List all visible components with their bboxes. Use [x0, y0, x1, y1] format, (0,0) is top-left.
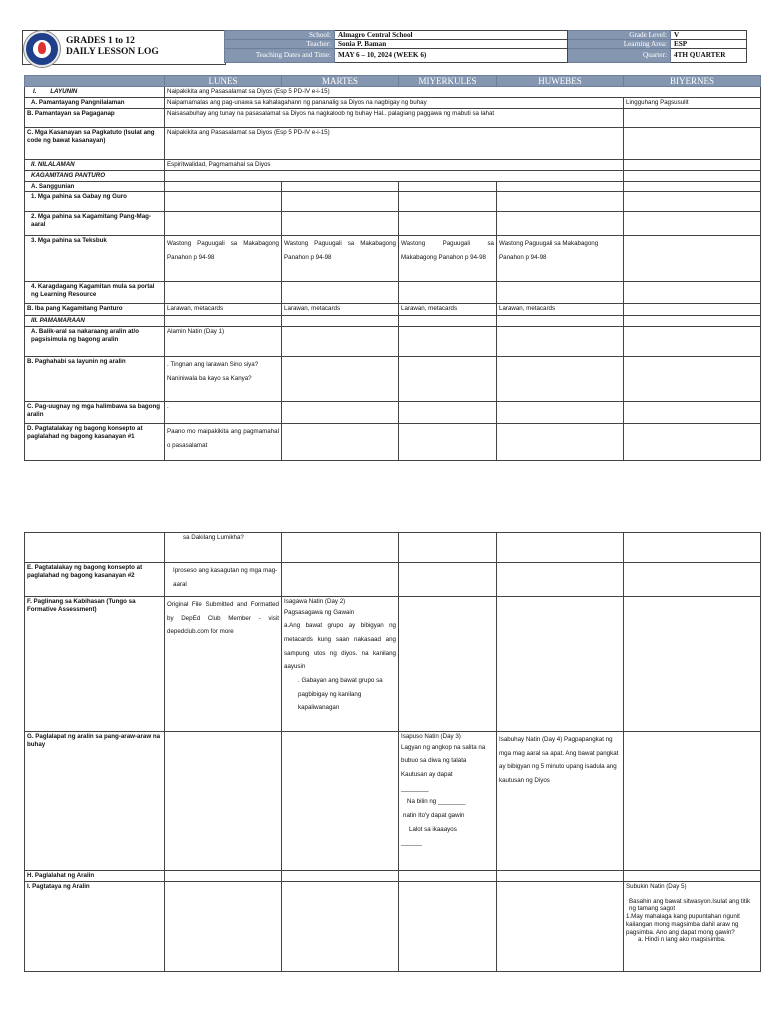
r4-thu [497, 282, 624, 304]
cont-tue [282, 533, 399, 563]
bk-wed: Larawan, metacards [399, 304, 497, 316]
row-pagtataya [25, 881, 761, 971]
grade-level-value: V [671, 31, 747, 40]
g-tue [282, 732, 399, 871]
r2-label: 2. Mga pahina sa Kagamitang Pang-Mag-aaral [25, 212, 165, 236]
school-label: School: [225, 31, 335, 40]
kagamitan-blank [165, 170, 624, 181]
i-mon [165, 881, 282, 971]
pd-fri [624, 424, 761, 461]
pam-fri [624, 316, 761, 327]
h-label: H. Paglalahat ng Aralin [25, 871, 165, 882]
row-paghahabi [25, 357, 761, 402]
e-wed [399, 563, 497, 597]
c-label: C. Mga Kasanayan sa Pagkatuto (Isulat ang code ng bawat kasanayan) [25, 127, 165, 159]
quarter-label: Quarter: [568, 49, 671, 63]
row-nilalaman [25, 159, 761, 170]
sanggunian-wed [399, 181, 497, 192]
r4-label: 4. Karagdagang Kagamitan mula sa portal ng Learning Resource [25, 282, 165, 304]
b-text: Naisasabuhay ang tunay na pasasalamat sa Diyos na nagkaloob ng buhay Hal.. palagiang paggawa ng mabuti sa lahat [165, 108, 624, 127]
pd-mon: Paano mo maipakikita ang pagmamahal o pasasalamat [165, 424, 282, 461]
row-kagamitan [25, 170, 761, 181]
nilalaman-text: Espiritwalidad, Pagmamahal sa Diyos [165, 159, 624, 170]
bk-mon: Larawan, metacards [165, 304, 282, 316]
g-label: G. Paglalapat ng aralin sa pang-araw-araw na buhay [25, 732, 165, 871]
f-tue-b: . Gabayan ang bawat grupo sa pagbibigay ng kanilang kapaliwanagan [298, 676, 383, 712]
g-fri [624, 732, 761, 871]
f-wed [399, 597, 497, 732]
e-fri [624, 563, 761, 597]
layunin-num: I. [33, 88, 37, 95]
pa-thu [497, 327, 624, 357]
e-label: E. Pagtatalakay ng bagong konsepto at paglalahad ng bagong kasanayan #2 [25, 563, 165, 597]
cont-wed [399, 533, 497, 563]
pc-fri [624, 402, 761, 424]
pb-mon: . Tingnan ang larawan Sino siya? Naniniwala ba kayo sa Kanya? [165, 357, 282, 402]
g-wed-blank1: ________ [401, 784, 429, 792]
pc-mon: . [165, 402, 282, 424]
h-mon [165, 871, 282, 882]
f-tue-a: a.Ang bawat grupo ay bibigyan ng metacards kung saan nakasaad ang sampung utos ng diyos. na kanilang aayusin [284, 622, 396, 671]
school-value: Almagro Central School [335, 31, 568, 40]
pa-label: A. Balik-aral sa nakaraang aralin at/o pagsisimula ng bagong aralin [25, 327, 165, 357]
pb-tue [282, 357, 399, 402]
nilalaman-friday [624, 159, 761, 170]
h-thu [497, 871, 624, 882]
c-friday [624, 127, 761, 159]
pb-wed [399, 357, 497, 402]
cont-mon: sa Dakilang Lumikha? [165, 533, 282, 563]
g-wed-line4: Lalot sa ikaaayos [409, 825, 457, 833]
layunin-title: LAYUNIN [50, 88, 78, 95]
i-fri-title: Subukin Natin (Day 5) [626, 882, 687, 890]
row-layunin [25, 87, 761, 98]
i-thu [497, 881, 624, 971]
i-fri [624, 881, 761, 971]
pa-wed [399, 327, 497, 357]
r4-wed [399, 282, 497, 304]
g-wed [399, 732, 497, 871]
row-continuation [25, 533, 761, 563]
c-text: Naipakikita ang Pasasalamat sa Diyos (Esp 5 PD-IV e-i-15) [165, 127, 624, 159]
f-fri [624, 597, 761, 732]
i-fri-instr: Basahin ang bawat sitwasyon.Isulat ang titik ng tamang sagot [629, 897, 751, 913]
i-label: I. Pagtataya ng Aralin [25, 881, 165, 971]
sanggunian-tue [282, 181, 399, 192]
pa-tue [282, 327, 399, 357]
row-paglinang [25, 597, 761, 732]
row-pamantayan-pagaganap [25, 108, 761, 127]
row-pagtatalakay-1 [25, 424, 761, 461]
cont-fri [624, 533, 761, 563]
r3-wed: Wastong Paguugali sa Makabagong Panahon p 94-98 [399, 236, 497, 282]
e-mon: Iproseso ang kasagutan ng mga mag-aaral [165, 563, 282, 597]
sanggunian-thu [497, 181, 624, 192]
teacher-label: Teacher: [225, 40, 335, 49]
header-info-table [224, 30, 747, 63]
r3-thu: Wastong Paguugali sa Makabagong Panahon p 94-98 [497, 236, 624, 282]
row-teksbuk [25, 236, 761, 282]
deped-seal-icon [24, 31, 60, 67]
header-row-teacher [225, 40, 747, 49]
pc-label: C. Pag-uugnay ng mga halimbawa sa bagong aralin [25, 402, 165, 424]
row-iba-pang-kagamitan [25, 304, 761, 316]
day-martes: MARTES [282, 76, 399, 87]
day-lunes: LUNES [165, 76, 282, 87]
e-tue [282, 563, 399, 597]
f-tue-title: Isagawa Natin (Day 2) [284, 598, 346, 605]
f-tue [282, 597, 399, 732]
teacher-value: Sonia P. Baman [335, 40, 568, 49]
lesson-table-page1 [24, 75, 761, 461]
day-biyernes: BIYERNES [624, 76, 761, 87]
day-huwebes: HUWEBES [497, 76, 624, 87]
learning-area-value: ESP [671, 40, 747, 49]
kagamitan-label: KAGAMITANG PANTURO [25, 170, 165, 181]
day-header-blank [25, 76, 165, 87]
r1-mon [165, 192, 282, 212]
h-fri [624, 871, 761, 882]
r1-tue [282, 192, 399, 212]
kagamitan-friday [624, 170, 761, 181]
layunin-text: Naipakikita ang Pasasalamat sa Diyos (Esp 5 PD-IV e-i-15) [165, 87, 761, 98]
h-wed [399, 871, 497, 882]
cont-label [25, 533, 165, 563]
layunin-label [25, 87, 165, 98]
row-pamamaraan [25, 316, 761, 327]
row-sanggunian [25, 181, 761, 192]
g-wed-line2: Na bilin ng ________ [407, 798, 466, 806]
r3-fri [624, 236, 761, 282]
r4-tue [282, 282, 399, 304]
pc-wed [399, 402, 497, 424]
pd-tue [282, 424, 399, 461]
r2-thu [497, 212, 624, 236]
bk-thu: Larawan, metacards [497, 304, 624, 316]
row-kagamitang-mag-aaral [25, 212, 761, 236]
pam-thu [497, 316, 624, 327]
row-gabay-guro [25, 192, 761, 212]
pam-mon [165, 316, 282, 327]
row-paglalapat [25, 732, 761, 871]
bk-fri [624, 304, 761, 316]
doc-title-line1: GRADES 1 to 12 [66, 36, 135, 46]
pb-fri [624, 357, 761, 402]
pb-thu [497, 357, 624, 402]
pamamaraan-label: III. PAMAMARAAN [25, 316, 165, 327]
header-row-school [225, 31, 747, 40]
g-wed-title: Isapuso Natin (Day 3) [401, 733, 461, 740]
row-balik-aral [25, 327, 761, 357]
r4-mon [165, 282, 282, 304]
g-wed-blank2: ______ [401, 839, 422, 847]
r4-fri [624, 282, 761, 304]
g-wed-line3: natin Ito'y dapat gawin [403, 811, 465, 819]
bk-label: B. Iba pang Kagamitang Panturo [25, 304, 165, 316]
r1-label: 1. Mga pahina sa Gabay ng Guro [25, 192, 165, 212]
r3-tue: Wastong Paguugali sa Makabagong Panahon p 94-98 [282, 236, 399, 282]
pb-label: B. Paghahabi sa layunin ng aralin [25, 357, 165, 402]
nilalaman-label: II. NILALAMAN [25, 159, 165, 170]
g-mon [165, 732, 282, 871]
r2-wed [399, 212, 497, 236]
pa-fri [624, 327, 761, 357]
day-header-row [25, 76, 761, 87]
r2-mon [165, 212, 282, 236]
row-pagtatalakay-2 [25, 563, 761, 597]
b-friday [624, 108, 761, 127]
header-row-dates [225, 49, 747, 63]
f-label: F. Paglinang sa Kabihasan (Tungo sa Formative Assessment) [25, 597, 165, 732]
row-paglalahat [25, 871, 761, 882]
sanggunian-label: A. Sanggunian [25, 181, 165, 192]
f-mon: Original File Submitted and Formatted by DepEd Club Member - visit depedclub.com for more [165, 597, 282, 732]
quarter-value: 4TH QUARTER [671, 49, 747, 63]
pc-thu [497, 402, 624, 424]
i-fri-q1: 1.May mahalaga kang pupuntahan ngunit kailangan mong magsimba dahil araw ng pagsimba. Ano ang dapat mong gawin? [626, 913, 740, 936]
dates-value: MAY 6 – 10, 2024 (WEEK 6) [335, 49, 568, 63]
doc-title-line2: DAILY LESSON LOG [66, 47, 159, 57]
row-pamantayang-pangnilalaman [25, 98, 761, 109]
lesson-table-page2 [24, 532, 761, 972]
dates-label: Teaching Dates and Time: [225, 49, 335, 63]
a-friday: Lingguhang Pagsusulit [624, 98, 761, 109]
i-fri-q1a: a. Hindi n lang ako magsisimba. [638, 936, 726, 944]
row-kasanayan [25, 127, 761, 159]
grade-level-label: Grade Level: [568, 31, 671, 40]
r1-fri [624, 192, 761, 212]
r2-fri [624, 212, 761, 236]
day-miyerkules: MIYERKULES [399, 76, 497, 87]
sanggunian-fri [624, 181, 761, 192]
pd-wed [399, 424, 497, 461]
pc-tue [282, 402, 399, 424]
pd-thu [497, 424, 624, 461]
row-pag-uugnay [25, 402, 761, 424]
pa-mon: Alamin Natin (Day 1) [165, 327, 282, 357]
r1-thu [497, 192, 624, 212]
a-text: Naipamamalas ang pag-unawa sa kahalagahann ng pananalig sa Diyos na nagbigay ng buhay [165, 98, 624, 109]
g-wed-instr: Lagyan ng angkop na salita na bubuo sa diwa ng talata Kautusan ay dapat [401, 743, 486, 779]
pam-wed [399, 316, 497, 327]
bk-tue: Larawan, metacards [282, 304, 399, 316]
sanggunian-mon [165, 181, 282, 192]
learning-area-label: Learning Area: [568, 40, 671, 49]
a-label: A. Pamantayang Pangnilalaman [25, 98, 165, 109]
i-wed [399, 881, 497, 971]
b-label: B. Pamantayan sa Pagaganap [25, 108, 165, 127]
i-tue [282, 881, 399, 971]
f-tue-gawain: Pagsasagawa ng Gawain [284, 608, 355, 616]
row-karagdagang-kagamitan [25, 282, 761, 304]
cont-thu [497, 533, 624, 563]
pd-label: D. Pagtatalakay ng bagong konsepto at paglalahad ng bagong kasanayan #1 [25, 424, 165, 461]
r3-mon: Wastong Paguugali sa Makabagong Panahon p 94-98 [165, 236, 282, 282]
f-thu [497, 597, 624, 732]
r3-label: 3. Mga pahina sa Teksbuk [25, 236, 165, 282]
g-thu: Isabuhay Natin (Day 4) Pagpapangkat ng mga mag aaral sa apat. Ang bawat pangkat ay bibigyan ng 5 minuto upang isadula ang kautusan ng Diyos [497, 732, 624, 871]
pam-tue [282, 316, 399, 327]
r1-wed [399, 192, 497, 212]
e-thu [497, 563, 624, 597]
r2-tue [282, 212, 399, 236]
h-tue [282, 871, 399, 882]
